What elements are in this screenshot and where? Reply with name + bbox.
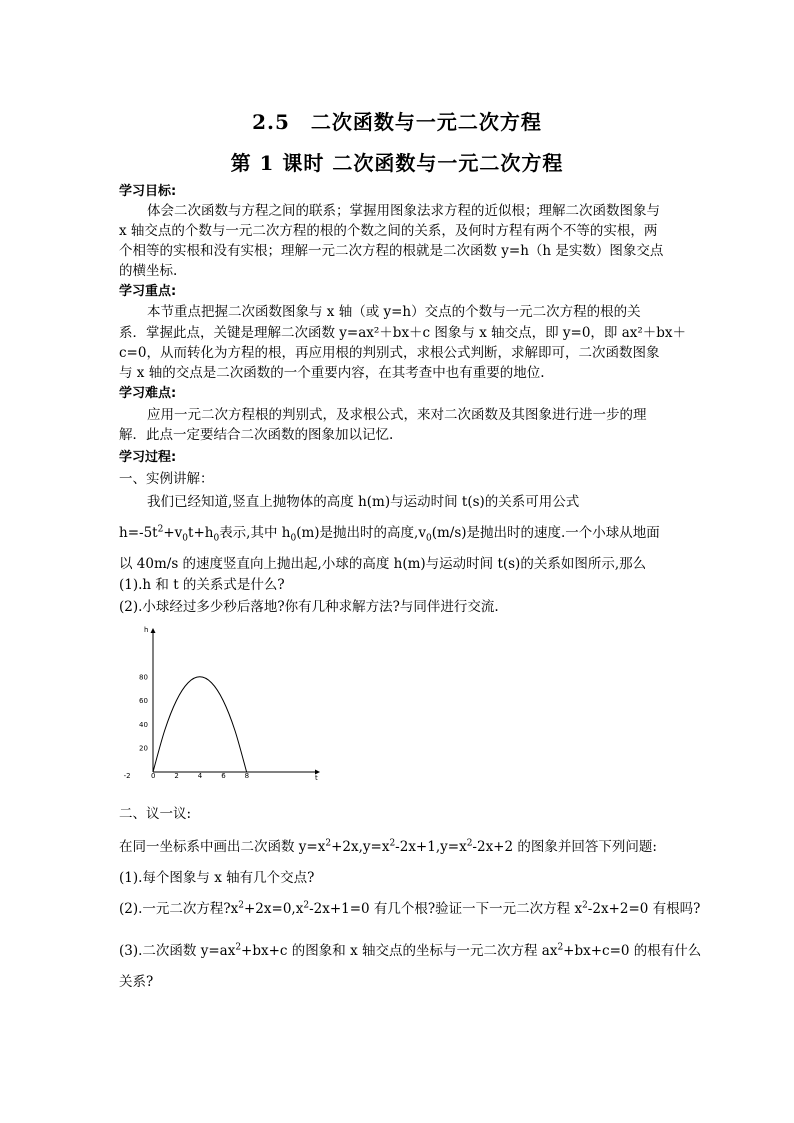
lesson-subtitle: 第 1 课时 二次函数与一元二次方程 — [230, 151, 564, 175]
goals-heading: 学习目标: — [119, 184, 177, 199]
example-paragraph: 以 40m/s 的速度竖直向上抛出起,小球的高度 h(m)与运动时间 t(s)的关系如图所示,那么 — [119, 556, 647, 572]
key-line: 本节重点把握二次函数图象与 x 轴（或 y=h）交点的个数与一元二次方程的根的关 — [147, 304, 641, 320]
discuss-question-3: (3).二次函数 $y=ax^2+bx+c$ 的图象和 x 轴交点的坐标与一元二次方程 $ax^2+bx+c=0$ 的根有什么 — [119, 942, 702, 959]
goals-line: 体会二次函数与方程之间的联系；掌握用图象法求方程的近似根；理解二次函数图象与 — [147, 203, 660, 219]
parabola-curve — [153, 677, 247, 772]
section-2-heading: 二、议一议: — [119, 806, 192, 822]
discuss-question-1: (1).每个图象与 x 轴有几个交点? — [119, 870, 315, 886]
y-tick-label: 40 — [139, 720, 148, 729]
x-tick-label: -2 — [123, 772, 131, 780]
key-line: c=0，从而转化为方程的根，再应用根的判别式，求根公式判断，求解即可，二次函数图象 — [119, 345, 660, 361]
y-tick-label: 80 — [139, 673, 148, 682]
y-tick-label: 60 — [139, 697, 148, 706]
x-tick-label: 2 — [174, 772, 179, 780]
formula-paragraph: $h=-5t^2+v_0t+h_0$表示,其中 $h_0(m)$是抛出时的高度$,v_0(m/s)$是抛出时的速度.一个小球从地面 — [119, 524, 660, 544]
lesson-title: 2.5 二次函数与一元二次方程 — [252, 110, 542, 134]
y-axis-arrow — [151, 628, 156, 633]
key-heading: 学习重点: — [119, 284, 177, 299]
key-line: 与 x 轴的交点是二次函数的一个重要内容，在其考查中也有重要的地位. — [119, 365, 545, 381]
x-tick-label: 4 — [197, 772, 203, 780]
goals-line: 的横坐标. — [119, 263, 178, 279]
discuss-question-3-cont: 关系? — [119, 974, 154, 990]
process-heading: 学习过程: — [119, 450, 177, 465]
example-paragraph: 我们已经知道,竖直上抛物体的高度 h(m)与运动时间 t(s)的关系可用公式 — [147, 494, 580, 510]
x-tick-label: 0 — [151, 772, 156, 780]
discuss-question-2: (2).一元二次方程$?x^2+2x=0,x^2-2x+1=0$ 有几个根?验证一下一元二次方程 $x^2-2x+2=0$ 有根吗? — [119, 900, 701, 917]
difficult-heading: 学习难点: — [119, 386, 177, 401]
goals-line: 个相等的实根和没有实根；理解一元二次方程的根就是二次函数 y=h（h 是实数）图象交点 — [119, 243, 664, 259]
question-1: (1).h 和 t 的关系式是什么? — [119, 577, 285, 593]
height-time-chart — [117, 620, 327, 785]
x-axis-label: t — [315, 774, 318, 782]
goals-line: x 轴交点的个数与一元二次方程的根的个数之间的关系，及何时方程有两个不等的实根，两 — [119, 223, 658, 239]
y-axis-label: h — [144, 626, 149, 634]
key-line: 系．掌握此点，关键是理解二次函数 y=ax²＋bx＋c 图象与 x 轴交点，即 y=0，即 ax²＋bx＋ — [119, 325, 687, 341]
difficult-line: 应用一元二次方程根的判别式，及求根公式，来对二次函数及其图象进行进一步的理 — [147, 407, 647, 423]
x-tick-label: 8 — [244, 772, 250, 780]
difficult-line: 解．此点一定要结合二次函数的图象加以记忆. — [119, 427, 394, 443]
question-2: (2).小球经过多少秒后落地?你有几种求解方法?与同伴进行交流. — [119, 599, 499, 615]
section-1-heading: 一、实例讲解： — [119, 471, 214, 487]
y-tick-label: 20 — [139, 744, 148, 753]
discuss-paragraph: 在同一坐标系中画出二次函数 $y=x^2+2x,y=x^2-2x+1,y=x^2-2x+2$ 的图象并回答下列问题: — [119, 838, 657, 855]
x-tick-label: 6 — [221, 772, 226, 780]
